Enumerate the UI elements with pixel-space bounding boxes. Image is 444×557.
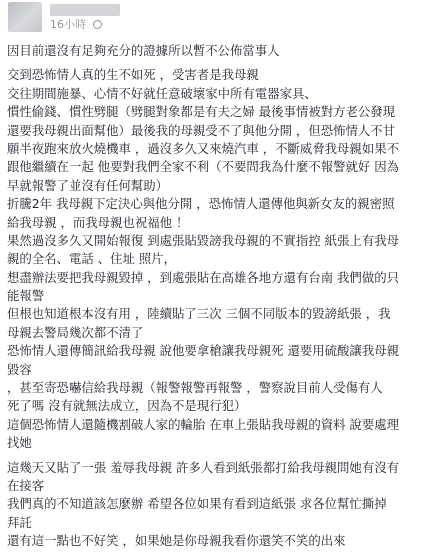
post-text-line: 但根也知道根本沒有用 ，陸續貼了三次 三個不同版本的毀謗紙張 ，我 — [7, 306, 391, 322]
post-text-line: ，甚至寄恐嚇信給我母親（報警報警再報警 ，警察說目前人受傷有人 — [7, 380, 383, 396]
post-body — [7, 42, 439, 557]
post-paragraph — [7, 42, 439, 60]
post-text-line: 毀容 — [7, 361, 32, 377]
post-text-line: 交往期間施暴、心情不好就任意破壞家中所有電器家具、 — [7, 85, 317, 101]
post-text-line: 因目前還沒有足夠充分的證據所以暫不公佈當事人 — [7, 43, 280, 58]
post-text-line: 親的全名、電話 、住址 照片， — [7, 251, 176, 267]
post-timestamp[interactable] — [50, 18, 102, 32]
post-header — [6, 2, 436, 36]
post-text-line: 願半夜跑來放火燒機車 ，過沒多久又來燒汽車 ，不斷威脅我母親如果不 — [7, 140, 399, 156]
post-text-line: 找她 — [7, 435, 32, 451]
post-text-line: 慣性偷錢、慣性劈腿（劈腿對象都是有夫之婦 最後事情被對方老公發現 — [7, 104, 396, 120]
post-text-line: 跟他繼續在一起 他要對我們全家不利（不要問我為什麼不報警就好 因為 — [7, 159, 399, 175]
post-text-line: 還有這一點也不好笑 ，如果她是你母親我看你還笑不笑的出來 — [7, 533, 346, 549]
globe-icon — [93, 20, 102, 29]
post-text-line: 恐怖情人還傳簡訊給我母親 說他要拿槍讓我母親死 還要用硫酸讓我母親 — [7, 343, 399, 359]
post-text-line: 能報警 — [7, 288, 45, 304]
post-text-line: 在接客 — [7, 477, 45, 493]
post-text-line: 還要我母親出面幫他）最後我的母親受不了與他分開 ，但恐怖情人不甘 — [7, 122, 396, 138]
post-text-line: 折騰2年 我母親下定決心與他分開 ，恐怖情人還傳他與新女友的親密照 — [7, 196, 395, 212]
post-text-line: 果然過沒多久又開始報復 到處張貼毀謗我母親的不實指控 紙張上有我母 — [7, 232, 399, 248]
post-text-line: 想盡辦法要把我母親毀掉 ，到處張貼在高雄各地方還有台南 我們做的只 — [7, 269, 399, 285]
post-text-line: 這個恐怖情人還隨機割破人家的輪胎 在車上張貼我母親的資料 說要處理 — [7, 416, 399, 432]
post-text-line: 給我母親 ，而我母親也祝福他 ！ — [7, 214, 189, 230]
author-name-redacted[interactable] — [50, 4, 120, 16]
timestamp-text: 16小時 — [50, 18, 86, 31]
author-avatar[interactable] — [8, 2, 42, 32]
post-text-line: 這幾天又貼了一張 羞辱我母親 許多人看到紙張都打給我母親問她有沒有 — [7, 459, 399, 475]
post-text-line: 交到恐怖情人真的生不如死 ，受害者是我母親 — [7, 67, 259, 83]
post-paragraph — [7, 66, 439, 452]
post-text-line: 拜託 — [7, 514, 32, 530]
post-paragraph — [7, 459, 439, 551]
post-text-line: 早就報警了並沒有任何幫助） — [7, 177, 169, 193]
post-text-line: 死了嗎 沒有就無法成立，因為不是現行犯） — [7, 398, 247, 414]
post-text-line: 我們真的不知道該怎麼辦 希望各位如果有看到這紙張 求各位幫忙撕掉 — [7, 496, 387, 512]
post-text-line: 母親去警局幾次都不清了 — [7, 324, 144, 340]
